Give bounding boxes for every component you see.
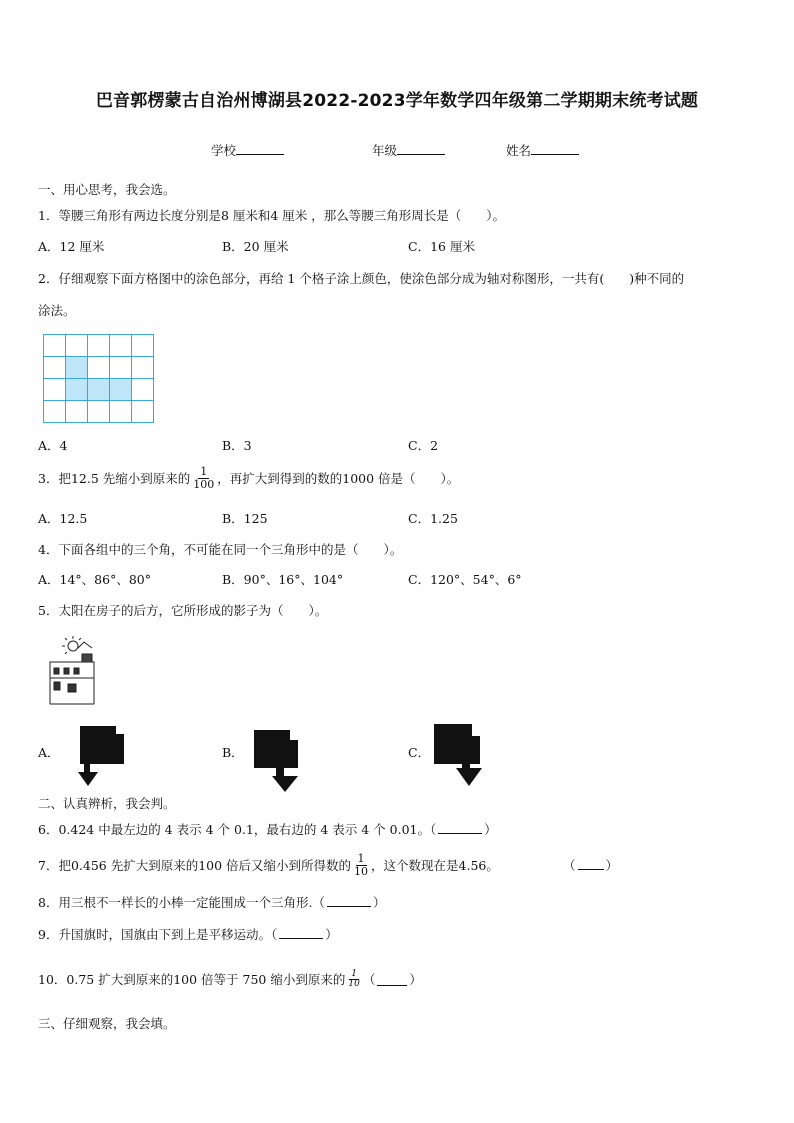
fraction-denominator: 100: [193, 478, 215, 491]
shaded-cell: [110, 379, 132, 401]
q10-answer-blank[interactable]: [377, 974, 407, 986]
school-blank[interactable]: [236, 143, 284, 155]
fraction-numerator: 1: [357, 852, 365, 865]
question-5: 5．太阳在房子的后方，它所形成的影子为（ ）。: [38, 603, 328, 618]
q4-option-a[interactable]: A．14°、86°、80°: [38, 572, 151, 587]
grade-field[interactable]: [372, 141, 445, 159]
q7-text-post: ，这个数现在是4.56。: [371, 857, 499, 873]
section-3-heading: 三、仔细观察，我会填。: [38, 1016, 176, 1031]
q1-option-a[interactable]: A．12 厘米: [38, 239, 105, 254]
q4-option-c[interactable]: C．120°、54°、6°: [408, 572, 522, 587]
question-10: [38, 970, 422, 989]
q3-option-a[interactable]: A．12.5: [38, 511, 88, 526]
shadow-option-b-figure: [252, 730, 302, 796]
q5-option-c[interactable]: C．: [408, 745, 431, 760]
fraction-denominator: 10: [348, 979, 360, 989]
fraction-one-tenth: [353, 853, 369, 878]
name-field[interactable]: [506, 141, 579, 159]
q3-option-c[interactable]: C．1.25: [408, 511, 458, 526]
shaded-cell: [88, 379, 110, 401]
question-2-line-1: 2．仔细观察下面方格图中的涂色部分，再给 1 个格子涂上颜色，使涂色部分成为轴对称图形，一共有( )种不同的: [38, 271, 685, 286]
q7-paren-open: （: [563, 858, 576, 873]
section-2-heading: 二、认真辨析，我会判。: [38, 796, 176, 811]
q5-option-b[interactable]: B．: [222, 745, 244, 760]
fraction-one-hundredth: [192, 466, 215, 491]
fraction-numerator: 1: [351, 969, 357, 979]
q7-paren-close: ）: [605, 858, 619, 873]
page-title: 巴音郭楞蒙古自治州博湖县2022-2023学年数学四年级第二学期期末统考试题: [95, 91, 699, 111]
fraction-denominator: 10: [354, 865, 369, 878]
q10-text-pre: 10．0.75 扩大到原来的100 倍等于 750 缩小到原来的: [38, 971, 346, 987]
school-field[interactable]: [211, 141, 284, 159]
shadow-option-c-figure: [432, 724, 488, 790]
q8-paren-close: ）: [372, 895, 386, 910]
question-3: [38, 466, 459, 491]
q8-answer-blank[interactable]: [327, 895, 371, 907]
question-2-line-2: 涂法。: [38, 303, 76, 318]
q4-option-b[interactable]: B．90°、16°、104°: [222, 572, 344, 587]
grade-label: 年级: [372, 143, 398, 158]
q6-text: 6．0.424 中最左边的 4 表示 4 个 0.1，最右边的 4 表示 4 个 0.01。（: [38, 822, 437, 837]
name-label: 姓名: [506, 143, 532, 158]
q6-answer-blank[interactable]: [438, 822, 482, 834]
fraction-numerator: 1: [200, 465, 208, 478]
q7-answer-area: [563, 858, 618, 874]
question-6: [38, 822, 497, 838]
shaded-cell: [66, 379, 88, 401]
q5-option-a[interactable]: A．: [38, 745, 60, 760]
q10-paren-close: ）: [409, 971, 422, 987]
house-sun-figure: [44, 634, 104, 706]
q3-text-pre: 3．把12.5 先缩小到原来的: [38, 470, 191, 486]
q8-text: 8．用三根不一样长的小棒一定能围成一个三角形.（: [38, 895, 325, 910]
school-label: 学校: [211, 143, 237, 158]
q9-text: 9．升国旗时，国旗由下到上是平移运动。（: [38, 927, 278, 942]
name-blank[interactable]: [531, 143, 579, 155]
fraction-one-tenth-small: [347, 970, 360, 989]
q7-answer-blank[interactable]: [578, 858, 604, 870]
question-7: [38, 853, 499, 878]
section-1-heading: 一、用心思考，我会选。: [38, 182, 176, 197]
q2-option-a[interactable]: A．4: [38, 438, 68, 453]
q9-paren-close: ）: [325, 927, 338, 942]
q3-text-post: ，再扩大到得到的数的1000 倍是（ ）。: [217, 470, 460, 486]
q9-answer-blank[interactable]: [279, 927, 323, 939]
q6-paren-close: ）: [484, 822, 497, 837]
q3-option-b[interactable]: B．125: [222, 511, 268, 526]
question-8: [38, 895, 385, 911]
q1-option-c[interactable]: C．16 厘米: [408, 239, 475, 254]
q2-option-c[interactable]: C．2: [408, 438, 439, 453]
grade-blank[interactable]: [397, 143, 445, 155]
question-1: 1．等腰三角形有两边长度分别是8 厘米和4 厘米 ，那么等腰三角形周长是（ ）。: [38, 208, 506, 223]
q10-paren-open: （: [362, 971, 376, 987]
q7-text-pre: 7．把0.456 先扩大到原来的100 倍后又缩小到所得数的: [38, 857, 352, 873]
question-4: 4．下面各组中的三个角，不可能在同一个三角形中的是（ ）。: [38, 542, 403, 557]
q1-option-b[interactable]: B．20 厘米: [222, 239, 289, 254]
question-9: [38, 927, 338, 943]
shadow-option-a-figure: [76, 726, 126, 790]
shaded-cell: [66, 357, 88, 379]
q2-option-b[interactable]: B．3: [222, 438, 252, 453]
square-grid-figure: [43, 334, 154, 423]
